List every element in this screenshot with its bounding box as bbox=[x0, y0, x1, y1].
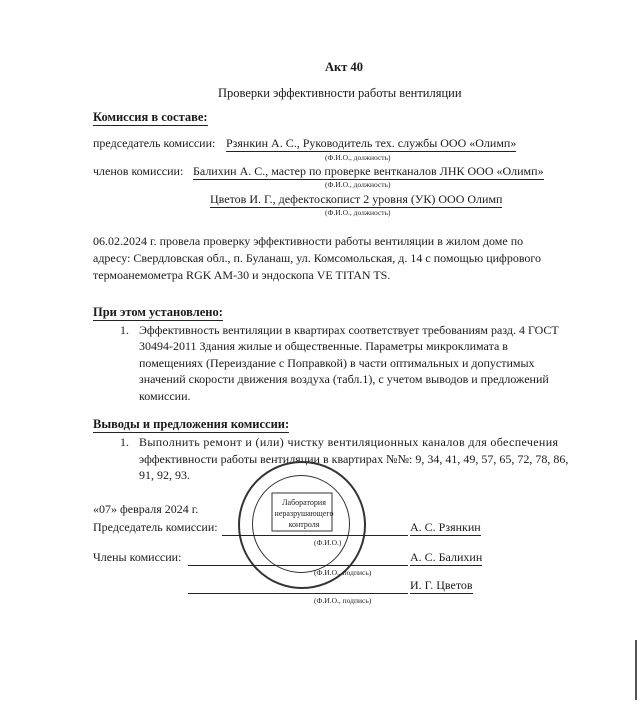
commission-heading: Комиссия в составе: bbox=[93, 110, 208, 124]
members-label: членов комиссии: bbox=[93, 164, 184, 178]
found-line-1: Эффективность вентиляции в квартирах соответствует требованиям разд. 4 ГОСТ bbox=[139, 323, 559, 337]
stamp-center-text: Лаборатория неразрушающего контроля bbox=[274, 498, 334, 529]
chair-label: председатель комиссии: bbox=[93, 136, 216, 150]
scan-edge-mark bbox=[635, 640, 637, 700]
conclusions-number: 1. bbox=[120, 435, 129, 449]
chair-sign-name: А. С. Рзянкин bbox=[410, 520, 481, 534]
conclusions-line-2: эффективности работы вентиляции в квартирах №№: 9, 34, 41, 49, 57, 65, 72, 78, 86, bbox=[139, 452, 569, 466]
conclusions-heading: Выводы и предложения комиссии: bbox=[93, 417, 290, 431]
chair-value: Рзянкин А. С., Руководитель тех. службы ООО «Олимп» bbox=[226, 136, 517, 150]
intro-line-3: термоанемометра RGK AM-30 и эндоскопа VE TITAN TS. bbox=[93, 268, 391, 282]
found-heading: При этом установлено: bbox=[93, 305, 223, 319]
found-line-5: комиссии. bbox=[139, 389, 191, 403]
chair-caption: (Ф.И.О., должность) bbox=[325, 153, 391, 162]
chair-sign-caption: (Ф.И.О.) bbox=[314, 538, 342, 547]
member1-sign-name: А. С. Балихин bbox=[410, 550, 483, 564]
intro-line-1: 06.02.2024 г. провела проверку эффективности работы вентиляции в жилом доме по bbox=[93, 234, 524, 248]
member1-sign-caption: (Ф.И.О., подпись) bbox=[314, 568, 372, 577]
found-line-2: 30494-2011 Здания жилые и общественные. Параметры микроклимата в bbox=[139, 339, 508, 353]
chair-sign-line bbox=[222, 535, 408, 536]
member2-value: Цветов И. Г., дефектоскопист 2 уровня (УК) ООО Олимп bbox=[210, 192, 503, 206]
act-subtitle: Проверки эффективности работы вентиляции bbox=[218, 86, 462, 100]
act-date: «07» февраля 2024 г. bbox=[93, 502, 199, 516]
member2-sign-name: И. Г. Цветов bbox=[410, 578, 473, 592]
member1-value: Балихин А. С., мастер по проверке вентканалов ЛНК ООО «Олимп» bbox=[193, 164, 544, 178]
found-line-3: помещениях (Переиздание с Поправкой) в части оптимальных и допустимых bbox=[139, 356, 535, 370]
conclusions-line-3: 91, 92, 93. bbox=[139, 468, 190, 482]
found-number: 1. bbox=[120, 323, 129, 337]
member2-sign-caption: (Ф.И.О., подпись) bbox=[314, 596, 372, 605]
member1-caption: (Ф.И.О., должность) bbox=[325, 180, 391, 189]
member1-sign-line bbox=[188, 565, 408, 566]
intro-line-2: адресу: Свердловская обл., п. Буланаш, ул. Комсомольская, д. 14 с помощью цифрового bbox=[93, 251, 542, 265]
found-line-4: значений скорости движения воздуха (табл.1), с учетом выводов и предложений bbox=[139, 372, 549, 386]
members-sign-label: Члены комиссии: bbox=[93, 550, 182, 564]
act-title: Акт 40 bbox=[325, 60, 363, 74]
member2-sign-line bbox=[188, 593, 408, 594]
member2-caption: (Ф.И.О., должность) bbox=[325, 208, 391, 217]
chair-sign-label: Председатель комиссии: bbox=[93, 520, 218, 534]
conclusions-line-1: Выполнить ремонт и (или) чистку вентиляционных каналов для обеспечения bbox=[139, 435, 559, 449]
